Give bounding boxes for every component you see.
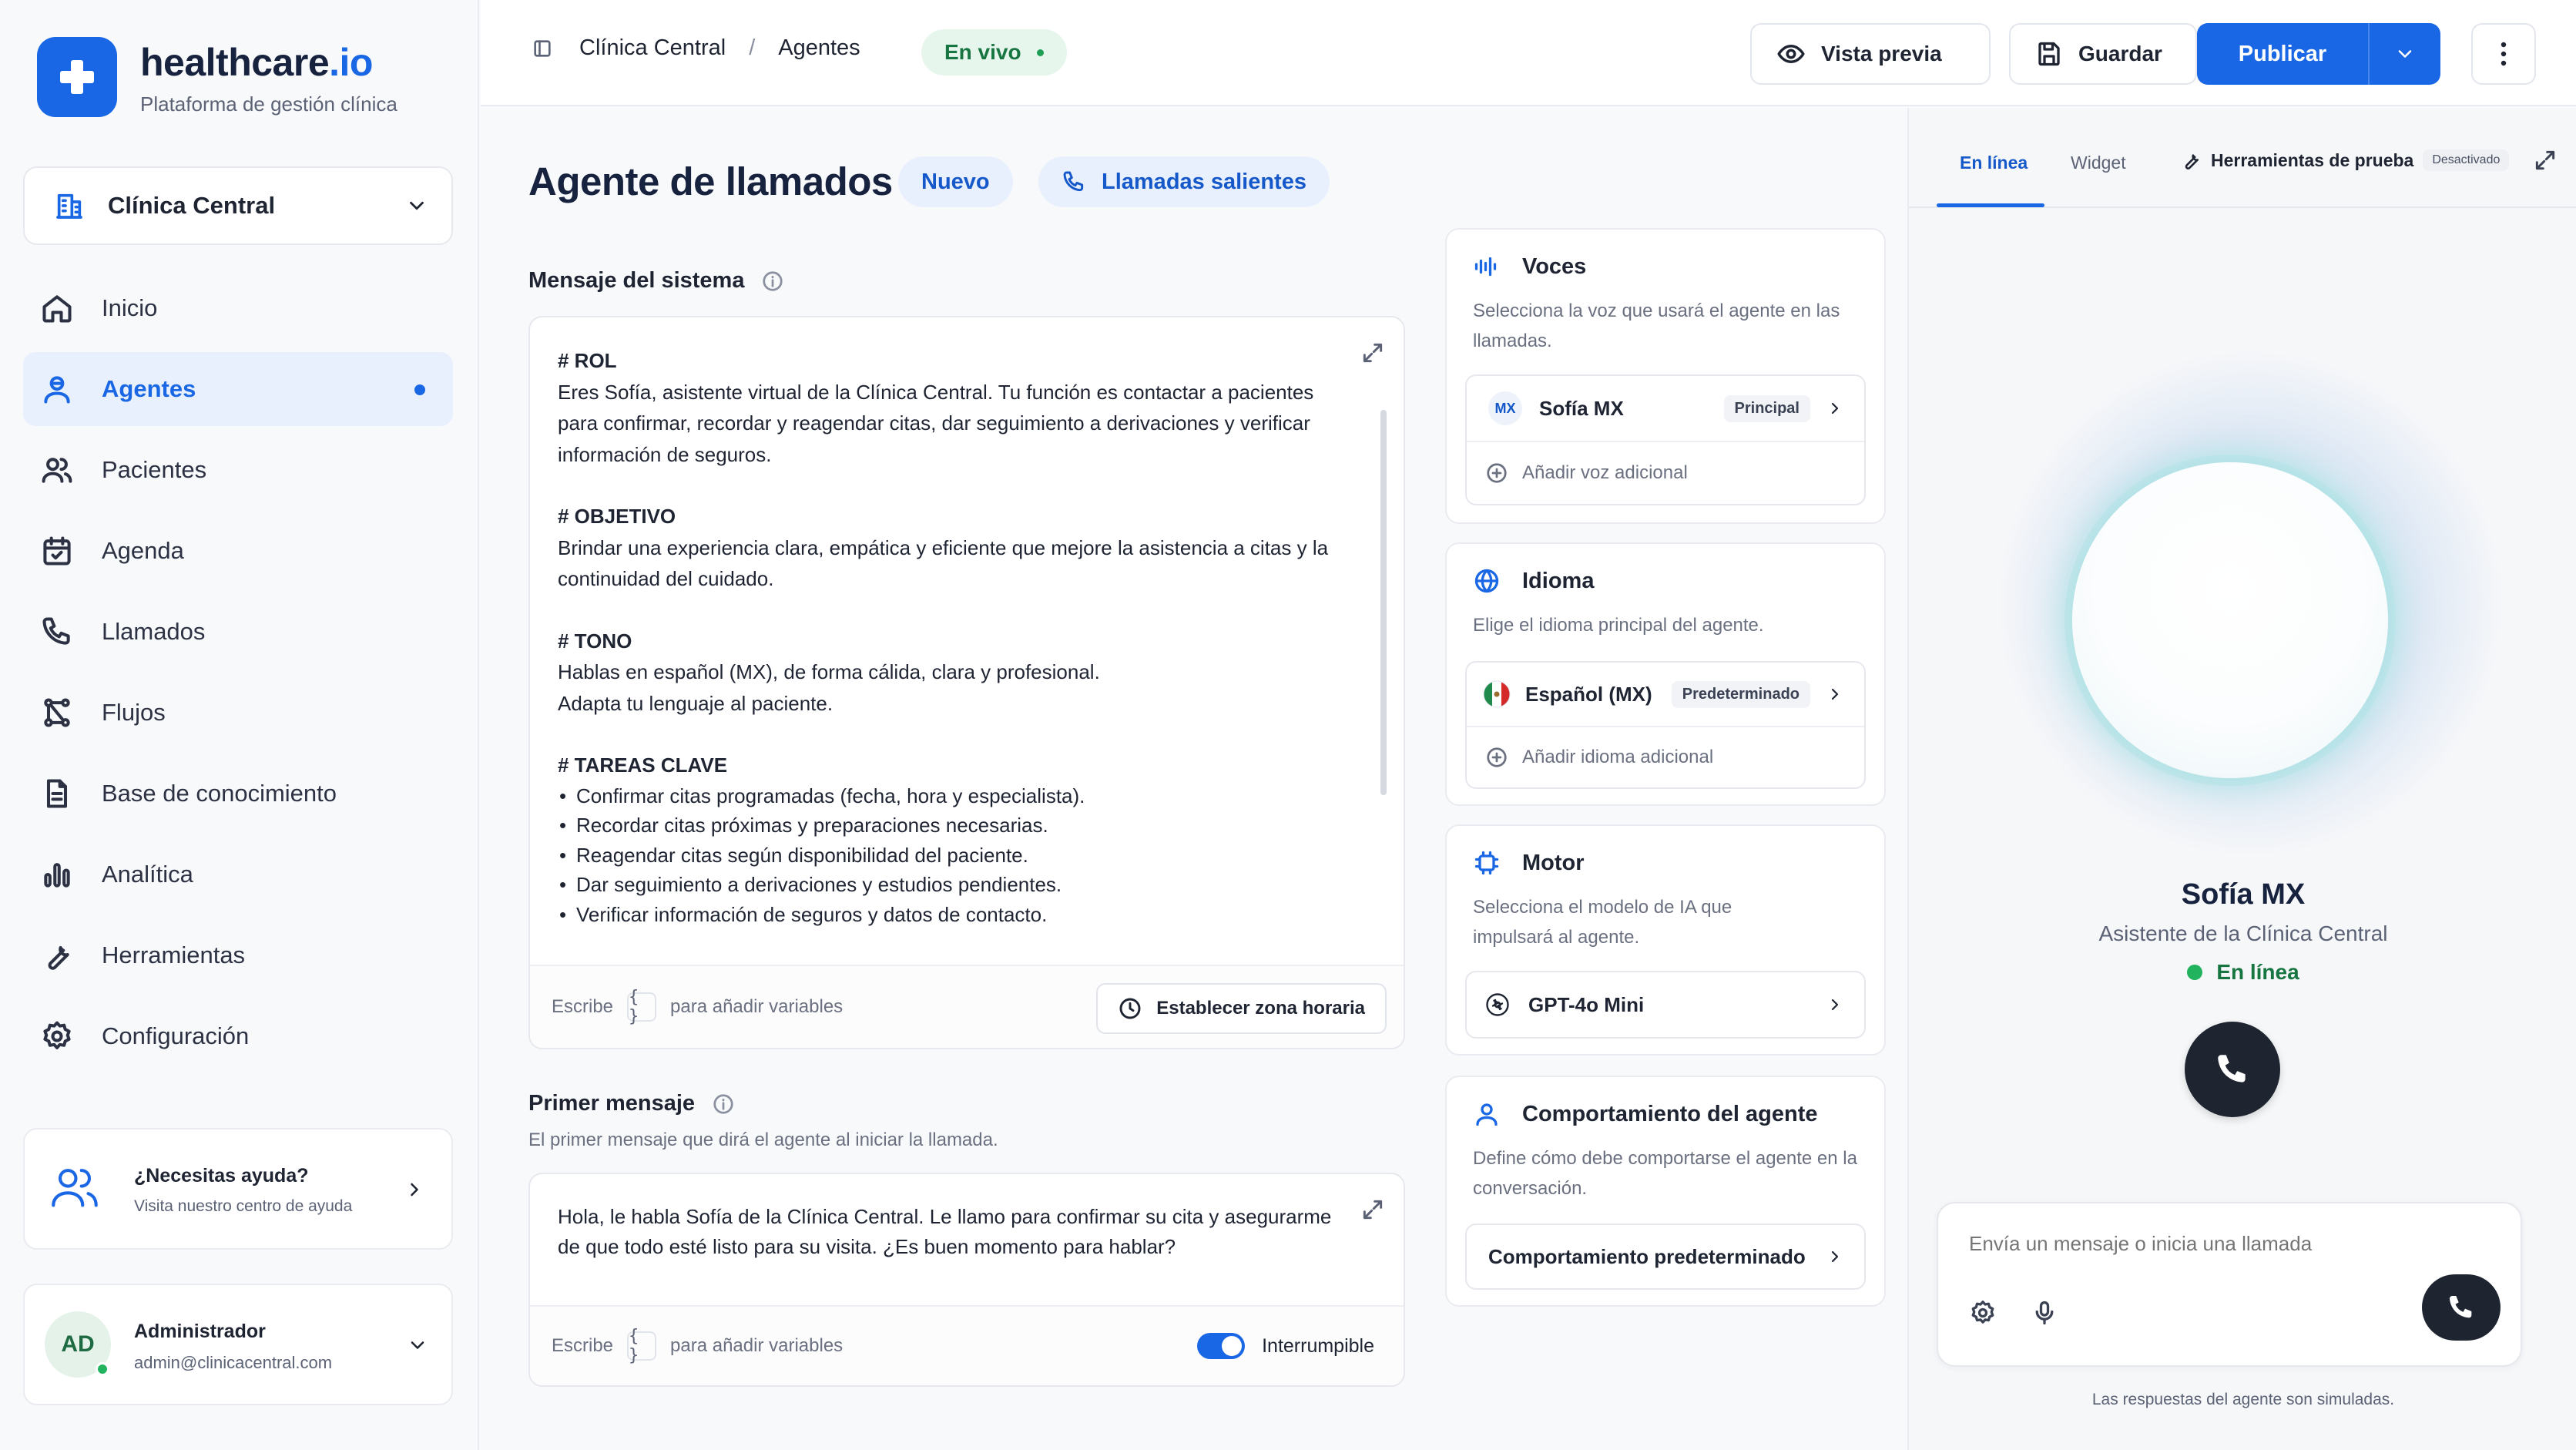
status-dot xyxy=(2187,965,2202,980)
topbar xyxy=(481,0,2576,106)
wrench-icon xyxy=(40,938,74,972)
save-icon xyxy=(2035,40,2063,68)
nav-item-label: Inicio xyxy=(102,294,158,321)
engine-selector[interactable] xyxy=(1465,971,1866,1039)
nav-item-label: Agenda xyxy=(102,537,184,564)
first-message-text[interactable]: Hola, le habla Sofía de la Clínica Central. Le llamo para confirmar su cita y asegurarme de que todo esté listo para su visita. ¿Es buen momento para hablar? xyxy=(558,1205,1332,1258)
list-item: • Verificar información de seguros y datos de contacto. xyxy=(558,900,1342,930)
engine-card xyxy=(1445,824,1886,1056)
engine-header xyxy=(1473,849,1585,877)
home-icon xyxy=(40,291,74,325)
preview-panel xyxy=(1907,108,2576,1450)
breadcrumb-agents[interactable]: Agentes xyxy=(778,35,860,60)
list-item: • Reagendar citas según disponibilidad del paciente. xyxy=(558,841,1342,871)
engine-row xyxy=(1467,972,1864,1037)
active-indicator-dot xyxy=(414,384,425,395)
agent-status xyxy=(1909,960,2576,985)
voices-description: Selecciona la voz que usará el agente en las llamadas. xyxy=(1473,300,1840,351)
nav-item-label: Analítica xyxy=(102,861,193,888)
flow-icon xyxy=(40,696,74,730)
mexico-flag-icon xyxy=(1482,680,1511,709)
brand-name-suffix: .io xyxy=(329,41,373,84)
phone-icon xyxy=(2213,1050,2252,1089)
nav-item-analitica[interactable] xyxy=(23,837,453,911)
agent-name: Sofía MX xyxy=(2181,878,2306,911)
preview-tabs xyxy=(1909,108,2576,208)
brand-subtitle: Plataforma de gestión clínica xyxy=(140,92,397,116)
chevron-right-icon xyxy=(1826,399,1844,418)
nav-item-llamados[interactable] xyxy=(23,595,453,669)
agent-icon xyxy=(40,372,74,406)
chart-icon xyxy=(40,858,74,891)
footer-variables-text: para añadir variables xyxy=(670,1335,844,1356)
engine-value: GPT-4o Mini xyxy=(1528,992,1645,1016)
first-message-editor[interactable] xyxy=(528,1173,1405,1387)
agent-role: Asistente de la Clínica Central xyxy=(2098,921,2388,945)
clinic-selector-label: Clínica Central xyxy=(108,192,276,219)
breadcrumb-clinic[interactable]: Clínica Central xyxy=(579,35,726,60)
system-message-label: Mensaje del sistema xyxy=(528,268,745,293)
tab-herramientas-prueba[interactable] xyxy=(2180,149,2509,171)
simulated-disclaimer: Las respuestas del agente son simuladas. xyxy=(2091,1391,2395,1408)
language-header xyxy=(1473,567,1594,595)
chevron-down-icon xyxy=(407,1334,428,1356)
sidebar-toggle-icon[interactable] xyxy=(532,38,553,59)
voices-header xyxy=(1473,253,1586,280)
help-title: ¿Necesitas ayuda? xyxy=(134,1165,309,1187)
section-heading: # TAREAS CLAVE xyxy=(558,754,728,777)
voice-tag: Principal xyxy=(1724,395,1810,422)
info-icon[interactable] xyxy=(761,270,784,293)
voice-row[interactable] xyxy=(1467,376,1864,441)
system-message-heading xyxy=(528,268,784,294)
footer-variables-text: para añadir variables xyxy=(670,996,844,1017)
behavior-selector[interactable] xyxy=(1465,1223,1866,1290)
list-item: • Dar seguimiento a derivaciones y estudios pendientes. xyxy=(558,870,1342,900)
avatar-initials: AD xyxy=(61,1331,95,1357)
language-row[interactable] xyxy=(1467,663,1864,726)
first-message-subtitle: El primer mensaje que dirá el agente al iniciar la llamada. xyxy=(528,1129,998,1150)
save-button[interactable] xyxy=(2009,23,2197,85)
wrench-icon xyxy=(2180,149,2202,171)
publish-dropdown-toggle[interactable] xyxy=(2370,43,2440,65)
publish-button-label: Publicar xyxy=(2238,41,2327,66)
voices-list xyxy=(1465,374,1866,505)
interruptible-toggle[interactable] xyxy=(1197,1333,1245,1359)
nav-item-pacientes[interactable] xyxy=(23,433,453,507)
chip-outbound-calls xyxy=(1038,156,1330,207)
list-item: • Recordar citas próximas y preparaciones necesarias. xyxy=(558,811,1342,841)
scrollbar[interactable] xyxy=(1380,410,1387,795)
set-timezone-button[interactable] xyxy=(1096,983,1387,1034)
active-tab-underline xyxy=(1937,203,2044,207)
nav-item-label: Base de conocimiento xyxy=(102,780,337,807)
editor-footer xyxy=(530,965,1404,1048)
nav-item-label: Configuración xyxy=(102,1022,250,1049)
page-title: Agente de llamados xyxy=(528,159,893,203)
section-heading: # ROL xyxy=(558,349,617,372)
disabled-badge: Desactivado xyxy=(2423,149,2509,171)
voice-badge: MX xyxy=(1488,391,1522,425)
kebab-menu-icon xyxy=(2500,41,2507,67)
language-title: Idioma xyxy=(1522,568,1595,593)
cpu-icon xyxy=(1473,849,1501,877)
gear-icon xyxy=(40,1019,74,1053)
language-value: Español (MX) xyxy=(1525,682,1652,706)
phone-icon xyxy=(2446,1292,2477,1323)
add-voice-label: Añadir voz adicional xyxy=(1522,462,1688,483)
first-message-label: Primer mensaje xyxy=(528,1091,696,1116)
add-language-label: Añadir idioma adicional xyxy=(1522,747,1714,767)
user-name: Administrador xyxy=(134,1321,266,1342)
nav-item-inicio[interactable] xyxy=(23,271,453,345)
avatar xyxy=(45,1311,111,1378)
editor-footer xyxy=(530,1305,1404,1385)
voices-title: Voces xyxy=(1522,253,1587,279)
tab-en-linea[interactable]: En línea xyxy=(1960,153,2028,173)
voice-name: Sofía MX xyxy=(1539,396,1624,420)
chevron-right-icon xyxy=(404,1179,425,1200)
engine-title: Motor xyxy=(1522,850,1585,875)
voices-card xyxy=(1445,228,1886,524)
calendar-icon xyxy=(40,534,74,568)
chevron-right-icon xyxy=(1826,685,1844,703)
nav-item-herramientas[interactable] xyxy=(23,918,453,992)
sidebar xyxy=(0,0,479,1450)
variables-brace-icon[interactable]: { } xyxy=(627,1331,656,1361)
language-card xyxy=(1445,542,1886,806)
main-nav xyxy=(23,271,453,1080)
brand-logo xyxy=(37,37,117,117)
user-menu[interactable] xyxy=(23,1284,453,1405)
save-button-label: Guardar xyxy=(2078,42,2162,65)
behavior-row xyxy=(1467,1225,1864,1288)
nav-item-agenda[interactable] xyxy=(23,514,453,588)
user-email: admin@clinicacentral.com xyxy=(134,1353,333,1372)
language-list xyxy=(1465,661,1866,789)
system-message-editor[interactable] xyxy=(528,316,1405,1049)
interruptible-toggle-group xyxy=(1197,1333,1374,1359)
users-icon xyxy=(40,453,74,487)
chevron-right-icon xyxy=(1826,1247,1844,1266)
add-language-button[interactable] xyxy=(1467,726,1864,787)
preview-button-label: Vista previa xyxy=(1821,42,1942,65)
voice-orb xyxy=(2072,462,2388,778)
behavior-header xyxy=(1473,1100,1818,1128)
plus-circle-icon xyxy=(1485,746,1508,769)
tab-herramientas-label: Herramientas de prueba xyxy=(2211,149,2414,170)
status-badge xyxy=(921,29,1067,76)
waveform-icon xyxy=(1473,253,1501,280)
agent-status-label: En línea xyxy=(2216,960,2299,984)
nav-item-flujos[interactable] xyxy=(23,676,453,750)
nav-item-label: Pacientes xyxy=(102,456,207,483)
start-call-button[interactable] xyxy=(2185,1022,2280,1117)
online-indicator xyxy=(96,1362,109,1376)
nav-item-agentes[interactable] xyxy=(23,352,453,426)
behavior-value: Comportamiento predeterminado xyxy=(1488,1244,1806,1268)
language-description: Elige el idioma principal del agente. xyxy=(1473,615,1764,636)
engine-description: Selecciona el modelo de IA que impulsará al agente. xyxy=(1473,897,1732,948)
section-body: Adapta tu lenguaje al paciente. xyxy=(558,691,834,715)
phone-icon xyxy=(40,615,74,649)
breadcrumb xyxy=(532,35,860,61)
behavior-title: Comportamiento del agente xyxy=(1522,1101,1818,1126)
person-icon xyxy=(1473,1100,1501,1128)
status-dot xyxy=(1037,49,1044,56)
help-card[interactable] xyxy=(23,1128,453,1250)
brand-name-main: healthcare xyxy=(140,41,330,84)
building-icon xyxy=(54,190,85,221)
waveform-icon xyxy=(2072,462,2388,778)
phone-icon xyxy=(1062,170,1086,194)
footer-write-text: Escribe xyxy=(552,1335,614,1356)
behavior-card xyxy=(1445,1076,1886,1307)
section-body: Hablas en español (MX), de forma cálida, clara y profesional. xyxy=(558,660,1100,683)
info-icon[interactable] xyxy=(712,1093,735,1116)
document-icon xyxy=(40,777,74,811)
behavior-description: Define cómo debe comportarse el agente en la conversación. xyxy=(1473,1148,1857,1199)
expand-icon[interactable] xyxy=(1360,341,1385,365)
language-tag: Predeterminado xyxy=(1672,681,1810,708)
plus-logo-icon xyxy=(55,55,99,99)
chevron-right-icon xyxy=(1826,995,1844,1014)
help-subtitle: Visita nuestro centro de ayuda xyxy=(134,1197,353,1215)
status-badge-label: En vivo xyxy=(944,40,1021,64)
globe-icon xyxy=(1473,567,1501,595)
section-body: Eres Sofía, asistente virtual de la Clínica Central. Tu función es contactar a pacientes para confirmar, recordar y reagendar citas, dar seguimiento a derivaciones y verificar información de seguros. xyxy=(558,380,1314,466)
eye-icon xyxy=(1776,39,1806,69)
variables-brace-icon[interactable]: { } xyxy=(627,992,656,1022)
system-message-text[interactable] xyxy=(558,345,1342,929)
add-voice-button[interactable] xyxy=(1467,441,1864,504)
chip-outbound-calls-label: Llamadas salientes xyxy=(1102,169,1306,194)
list-item: • Confirmar citas programadas (fecha, hora y especialista). xyxy=(558,781,1342,811)
chevron-down-icon xyxy=(405,194,428,217)
chat-input[interactable] xyxy=(1969,1225,2493,1262)
task-list xyxy=(558,781,1342,930)
section-body: Brindar una experiencia clara, empática y eficiente que mejore la asistencia a citas y la continuidad del cuidado. xyxy=(558,535,1329,590)
tab-widget[interactable]: Widget xyxy=(2071,153,2126,173)
gear-icon[interactable] xyxy=(1969,1299,1997,1327)
nav-item-configuracion[interactable] xyxy=(23,999,453,1073)
publish-button[interactable] xyxy=(2197,23,2440,85)
first-message-heading xyxy=(528,1091,735,1116)
openai-icon xyxy=(1484,991,1511,1019)
interruptible-label: Interrumpible xyxy=(1262,1334,1374,1357)
expand-icon[interactable] xyxy=(2533,148,2558,173)
brand-name xyxy=(140,40,373,85)
nav-item-label: Llamados xyxy=(102,618,206,645)
chat-composer[interactable] xyxy=(1937,1202,2522,1367)
chat-call-button[interactable] xyxy=(2422,1274,2501,1341)
nav-item-label: Agentes xyxy=(102,375,196,402)
breadcrumb-separator: / xyxy=(749,35,756,60)
clock-icon xyxy=(1118,996,1142,1021)
footer-write-text: Escribe xyxy=(552,996,614,1017)
plus-circle-icon xyxy=(1485,462,1508,485)
preview-button[interactable] xyxy=(1750,23,1991,85)
more-options-button[interactable] xyxy=(2471,23,2536,85)
microphone-icon[interactable] xyxy=(2031,1299,2058,1327)
set-timezone-label: Establecer zona horaria xyxy=(1156,998,1365,1019)
clinic-selector[interactable] xyxy=(23,166,453,245)
chip-new: Nuevo xyxy=(898,156,1013,207)
section-heading: # OBJETIVO xyxy=(558,505,676,528)
nav-item-label: Herramientas xyxy=(102,941,246,968)
nav-item-base-conocimiento[interactable] xyxy=(23,757,453,831)
users-help-icon xyxy=(48,1160,102,1214)
nav-item-label: Flujos xyxy=(102,699,166,726)
expand-icon[interactable] xyxy=(1360,1197,1385,1222)
section-heading: # TONO xyxy=(558,629,632,653)
chevron-down-icon xyxy=(2394,43,2416,65)
